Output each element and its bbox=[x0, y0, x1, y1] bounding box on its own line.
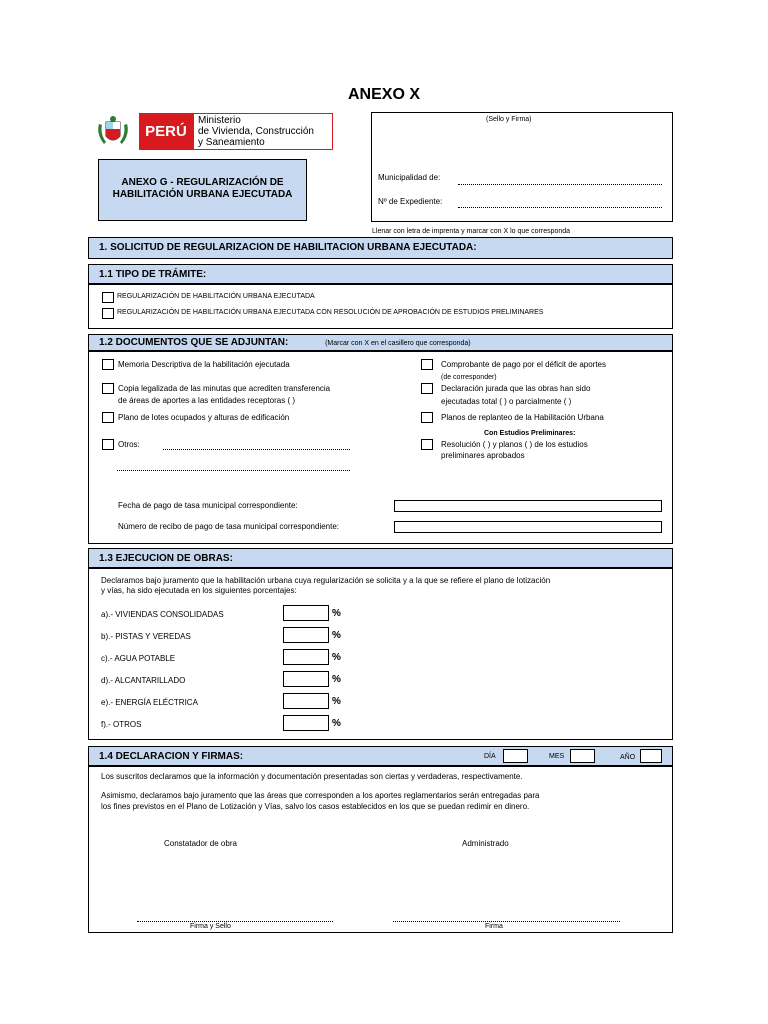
dia-input[interactable] bbox=[503, 749, 528, 763]
viviendas-percent-input[interactable] bbox=[283, 605, 329, 621]
comprobante-label: Comprobante de pago por el déficit de aportes bbox=[441, 360, 606, 369]
alcantarillado-label: d).- ALCANTARILLADO bbox=[101, 676, 186, 685]
section-1-2-header bbox=[88, 334, 673, 351]
energia-label: e).- ENERGÍA ELÉCTRICA bbox=[101, 698, 198, 707]
section-1-header bbox=[88, 237, 673, 259]
section-1-2-title: 1.2 DOCUMENTOS QUE SE ADJUNTAN: bbox=[99, 337, 289, 348]
tramite-regularizacion-label: REGULARIZACIÓN DE HABILITACIÓN URBANA EJECUTADA bbox=[117, 293, 315, 300]
administrado-signature-line[interactable] bbox=[393, 921, 620, 922]
firma-label: Firma bbox=[485, 923, 503, 930]
fecha-pago-field[interactable] bbox=[394, 500, 662, 512]
administrado-label: Administrado bbox=[462, 839, 509, 848]
section-1-1-header bbox=[88, 264, 673, 284]
copia-checkbox[interactable] bbox=[102, 383, 114, 394]
constatador-signature-line[interactable] bbox=[137, 921, 333, 922]
viviendas-label: a).- VIVIENDAS CONSOLIDADAS bbox=[101, 610, 224, 619]
declaracion-paragraph-1: Los suscritos declaramos que la información y documentación presentadas son ciertas y verdaderas, respectivamente. bbox=[101, 772, 523, 781]
otros-field-line-2[interactable] bbox=[117, 470, 350, 471]
agua-percent-sign: % bbox=[332, 652, 341, 663]
otros-label: Otros: bbox=[118, 440, 140, 449]
declaracion-label-line-1: Declaración jurada que las obras han sido bbox=[441, 384, 591, 393]
alcantarillado-percent-sign: % bbox=[332, 674, 341, 685]
peru-brand-block bbox=[139, 113, 193, 150]
estudios-preliminares-header: Con Estudios Preliminares: bbox=[484, 430, 576, 437]
resolucion-label-line-1: Resolución ( ) y planos ( ) de los estudios bbox=[441, 440, 588, 449]
recibo-pago-label: Número de recibo de pago de tasa municipal correspondiente: bbox=[118, 522, 340, 531]
declaracion-label-line-2: ejecutadas total ( ) o parcialmente ( ) bbox=[441, 397, 572, 406]
replanteo-checkbox[interactable] bbox=[421, 412, 433, 423]
annex-g-line-2: HABILITACIÓN URBANA EJECUTADA bbox=[112, 189, 293, 200]
ministry-line-2: de Vivienda, Construcción bbox=[198, 126, 314, 137]
energia-percent-input[interactable] bbox=[283, 693, 329, 709]
alcantarillado-percent-input[interactable] bbox=[283, 671, 329, 687]
section-1-1-title: 1.1 TIPO DE TRÁMITE: bbox=[99, 269, 207, 280]
otros-checkbox[interactable] bbox=[102, 439, 114, 450]
file-number-label: Nº de Expediente: bbox=[378, 197, 443, 206]
corresponder-note: (de corresponder) bbox=[441, 374, 497, 381]
plano-lotes-checkbox[interactable] bbox=[102, 412, 114, 423]
otros-field-line-1[interactable] bbox=[163, 449, 350, 450]
agua-label: c).- AGUA POTABLE bbox=[101, 654, 176, 663]
resolucion-checkbox[interactable] bbox=[421, 439, 433, 450]
ejecucion-intro-line-1: Declaramos bajo juramento que la habilitación urbana cuya regularización se solicita y a la que se refiere el plano de lotización bbox=[101, 576, 551, 585]
pistas-percent-sign: % bbox=[332, 630, 341, 641]
annex-g-box bbox=[98, 159, 307, 221]
ministry-line-3: y Saneamiento bbox=[198, 137, 265, 148]
municipality-field[interactable] bbox=[458, 184, 662, 185]
plano-lotes-label: Plano de lotes ocupados y alturas de edificación bbox=[118, 413, 290, 422]
section-1-4-title: 1.4 DECLARACION Y FIRMAS: bbox=[99, 751, 244, 762]
viviendas-percent-sign: % bbox=[332, 608, 341, 619]
declaracion-paragraph-2-line-1: Asimismo, declaramos bajo juramento que las áreas que corresponden a los aportes reglamentarios serán entregadas para bbox=[101, 791, 540, 800]
section-1-title: 1. SOLICITUD DE REGULARIZACION DE HABILITACION URBANA EJECUTADA: bbox=[99, 242, 477, 253]
tramite-con-resolucion-checkbox[interactable] bbox=[102, 308, 114, 319]
fecha-pago-label: Fecha de pago de tasa municipal correspondiente: bbox=[118, 501, 298, 510]
stamp-caption: (Sello y Firma) bbox=[486, 116, 532, 123]
mes-input[interactable] bbox=[570, 749, 595, 763]
constatador-label: Constatador de obra bbox=[164, 839, 237, 848]
peru-brand-text: PERÚ bbox=[145, 123, 187, 140]
memoria-checkbox[interactable] bbox=[102, 359, 114, 370]
file-number-field[interactable] bbox=[458, 207, 662, 208]
firma-y-sello-label: Firma y Sello bbox=[190, 923, 231, 930]
annex-g-line-1: ANEXO G - REGULARIZACIÓN DE bbox=[121, 177, 284, 188]
pistas-percent-input[interactable] bbox=[283, 627, 329, 643]
section-1-3-header bbox=[88, 548, 673, 568]
ministry-name-block bbox=[193, 113, 333, 150]
agua-percent-input[interactable] bbox=[283, 649, 329, 665]
resolucion-label-line-2: preliminares aprobados bbox=[441, 451, 525, 460]
peru-coat-of-arms-icon bbox=[96, 114, 130, 148]
copia-label-line-2: de áreas de aportes a las entidades receptoras ( ) bbox=[118, 396, 295, 405]
energia-percent-sign: % bbox=[332, 696, 341, 707]
section-1-1-body bbox=[88, 284, 673, 329]
tramite-con-resolucion-label: REGULARIZACIÓN DE HABILITACIÓN URBANA EJECUTADA CON RESOLUCIÓN DE APROBACIÓN DE ESTUDIOS PRELIMINARES bbox=[117, 309, 544, 316]
document-title: ANEXO X bbox=[347, 86, 420, 103]
municipality-label: Municipalidad de: bbox=[378, 173, 441, 182]
declaracion-paragraph-2-line-2: los fines previstos en el Plano de Lotización y Vías, salvo los casos establecidos en los que se puedan redimir en dinero. bbox=[101, 802, 530, 811]
otros-obras-label: f).- OTROS bbox=[101, 720, 142, 729]
fill-instructions: Llenar con letra de imprenta y marcar con X lo que corresponda bbox=[372, 228, 571, 235]
section-1-3-title: 1.3 EJECUCION DE OBRAS: bbox=[99, 553, 233, 564]
otros-obras-percent-sign: % bbox=[332, 718, 341, 729]
anio-label: AÑO bbox=[620, 754, 636, 761]
ministry-line-1: Ministerio bbox=[198, 115, 241, 126]
tramite-regularizacion-checkbox[interactable] bbox=[102, 292, 114, 303]
replanteo-label: Planos de replanteo de la Habilitación Urbana bbox=[441, 413, 604, 422]
dia-label: DÍA bbox=[484, 753, 496, 760]
anio-input[interactable] bbox=[640, 749, 662, 763]
otros-obras-percent-input[interactable] bbox=[283, 715, 329, 731]
pistas-label: b).- PISTAS Y VEREDAS bbox=[101, 632, 191, 641]
mes-label: MES bbox=[549, 753, 565, 760]
declaracion-checkbox[interactable] bbox=[421, 383, 433, 394]
comprobante-checkbox[interactable] bbox=[421, 359, 433, 370]
copia-label-line-1: Copia legalizada de las minutas que acrediten transferencia bbox=[118, 384, 331, 393]
section-1-2-note: (Marcar con X en el casillero que corresponda) bbox=[325, 340, 471, 347]
memoria-label: Memoria Descriptiva de la habilitación ejecutada bbox=[118, 360, 290, 369]
recibo-pago-field[interactable] bbox=[394, 521, 662, 533]
ejecucion-intro-line-2: y vías, ha sido ejecutada en los siguientes porcentajes: bbox=[101, 586, 297, 595]
